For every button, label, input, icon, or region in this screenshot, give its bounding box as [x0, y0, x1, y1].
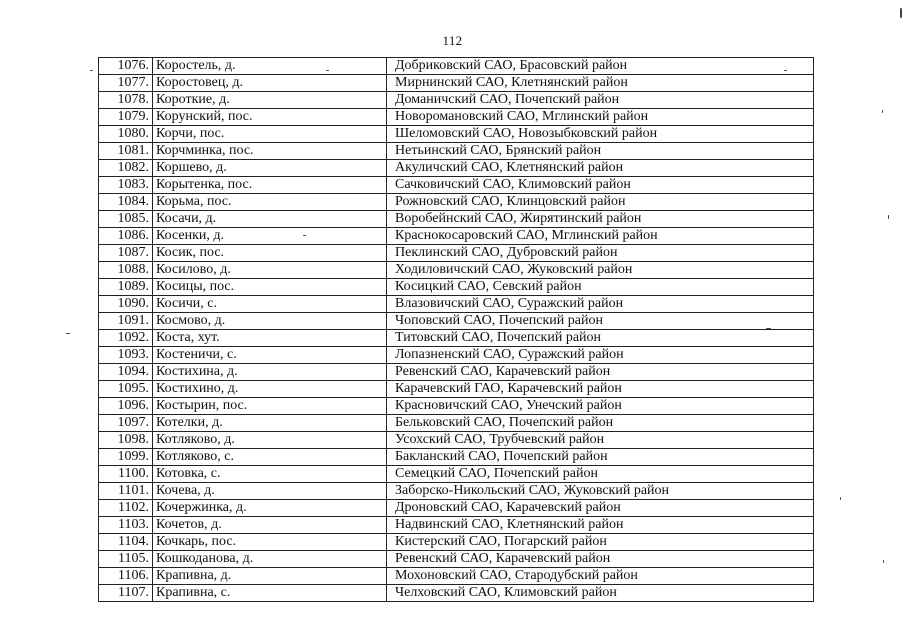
- settlement-name: Коростель, д.: [153, 58, 387, 75]
- settlement-name: Котляково, д.: [153, 432, 387, 449]
- table-row: [99, 483, 814, 500]
- administrative-unit: Рожновский САО, Клинцовский район: [387, 194, 814, 211]
- administrative-unit: Сачковичский САО, Климовский район: [387, 177, 814, 194]
- administrative-unit: Акуличский САО, Клетнянский район: [387, 160, 814, 177]
- row-number: 1084.: [99, 194, 153, 211]
- table-row: [99, 245, 814, 262]
- scan-speck: [90, 70, 93, 71]
- row-number: 1079.: [99, 109, 153, 126]
- row-number: 1076.: [99, 58, 153, 75]
- settlement-name: Косик, пос.: [153, 245, 387, 262]
- row-number: 1105.: [99, 551, 153, 568]
- administrative-unit: Добриковский САО, Брасовский район: [387, 58, 814, 75]
- table-row: [99, 415, 814, 432]
- table-row: [99, 177, 814, 194]
- settlement-name: Косачи, д.: [153, 211, 387, 228]
- settlement-name: Костихина, д.: [153, 364, 387, 381]
- administrative-unit: Ревенский САО, Карачевский район: [387, 364, 814, 381]
- administrative-unit: Бакланский САО, Почепский район: [387, 449, 814, 466]
- scan-speck: [883, 560, 884, 563]
- table-row: [99, 194, 814, 211]
- administrative-unit: Бельковский САО, Почепский район: [387, 415, 814, 432]
- table-row: [99, 228, 814, 245]
- table-row: [99, 75, 814, 92]
- settlement-name: Корунский, пос.: [153, 109, 387, 126]
- table-row: [99, 517, 814, 534]
- scan-speck: [66, 333, 70, 334]
- table-row: [99, 92, 814, 109]
- row-number: 1078.: [99, 92, 153, 109]
- scan-speck: [900, 8, 902, 18]
- settlement-name: Корчминка, пос.: [153, 143, 387, 160]
- settlement-name: Коста, хут.: [153, 330, 387, 347]
- row-number: 1095.: [99, 381, 153, 398]
- row-number: 1085.: [99, 211, 153, 228]
- row-number: 1077.: [99, 75, 153, 92]
- scan-speck: [882, 110, 883, 113]
- scan-speck: [888, 215, 889, 219]
- administrative-unit: Заборско-Никольский САО, Жуковский район: [387, 483, 814, 500]
- settlement-name: Кочетов, д.: [153, 517, 387, 534]
- row-number: 1089.: [99, 279, 153, 296]
- table-row: [99, 262, 814, 279]
- administrative-unit: Чоповский САО, Почепский район: [387, 313, 814, 330]
- administrative-unit: Челховский САО, Климовский район: [387, 585, 814, 602]
- row-number: 1100.: [99, 466, 153, 483]
- table-row: [99, 398, 814, 415]
- settlement-name: Котляково, с.: [153, 449, 387, 466]
- scan-speck: [840, 497, 841, 500]
- row-number: 1093.: [99, 347, 153, 364]
- settlement-name: Косичи, с.: [153, 296, 387, 313]
- administrative-unit: Пеклинский САО, Дубровский район: [387, 245, 814, 262]
- row-number: 1101.: [99, 483, 153, 500]
- administrative-unit: Мирнинский САО, Клетнянский район: [387, 75, 814, 92]
- administrative-unit: Новоромановский САО, Мглинский район: [387, 109, 814, 126]
- table-row: [99, 109, 814, 126]
- scan-speck: [766, 328, 771, 329]
- table-row: [99, 500, 814, 517]
- row-number: 1087.: [99, 245, 153, 262]
- row-number: 1106.: [99, 568, 153, 585]
- table-row: [99, 381, 814, 398]
- administrative-unit: Мохоновский САО, Стародубский район: [387, 568, 814, 585]
- table-row: [99, 466, 814, 483]
- table-row: [99, 313, 814, 330]
- table-row: [99, 449, 814, 466]
- settlement-name: Кочкарь, пос.: [153, 534, 387, 551]
- table-row: [99, 143, 814, 160]
- row-number: 1104.: [99, 534, 153, 551]
- administrative-unit: Дроновский САО, Карачевский район: [387, 500, 814, 517]
- administrative-unit: Карачевский ГАО, Карачевский район: [387, 381, 814, 398]
- settlement-name: Косицы, пос.: [153, 279, 387, 296]
- row-number: 1090.: [99, 296, 153, 313]
- row-number: 1091.: [99, 313, 153, 330]
- table-row: [99, 126, 814, 143]
- table-row: [99, 347, 814, 364]
- administrative-unit: Лопазненский САО, Суражский район: [387, 347, 814, 364]
- administrative-unit: Ревенский САО, Карачевский район: [387, 551, 814, 568]
- table-row: [99, 432, 814, 449]
- settlement-name: Косенки, д.: [153, 228, 387, 245]
- settlement-name: Косилово, д.: [153, 262, 387, 279]
- administrative-unit: Семецкий САО, Почепский район: [387, 466, 814, 483]
- settlement-name: Костырин, пос.: [153, 398, 387, 415]
- table-row: [99, 330, 814, 347]
- settlement-name: Корчи, пос.: [153, 126, 387, 143]
- settlement-name: Короткие, д.: [153, 92, 387, 109]
- administrative-unit: Нетьинский САО, Брянский район: [387, 143, 814, 160]
- administrative-unit: Косицкий САО, Севский район: [387, 279, 814, 296]
- settlement-name: Костеничи, с.: [153, 347, 387, 364]
- row-number: 1098.: [99, 432, 153, 449]
- row-number: 1099.: [99, 449, 153, 466]
- administrative-unit: Красновичский САО, Унечский район: [387, 398, 814, 415]
- row-number: 1094.: [99, 364, 153, 381]
- row-number: 1103.: [99, 517, 153, 534]
- row-number: 1080.: [99, 126, 153, 143]
- table-row: [99, 568, 814, 585]
- table-row: [99, 364, 814, 381]
- page-number: 112: [442, 33, 463, 48]
- table-row: [99, 551, 814, 568]
- administrative-unit: Кистерский САО, Погарский район: [387, 534, 814, 551]
- row-number: 1081.: [99, 143, 153, 160]
- row-number: 1086.: [99, 228, 153, 245]
- settlement-name: Котовка, с.: [153, 466, 387, 483]
- settlement-name: Кочержинка, д.: [153, 500, 387, 517]
- table-row: [99, 296, 814, 313]
- table-row: [99, 58, 814, 75]
- row-number: 1082.: [99, 160, 153, 177]
- settlement-name: Космово, д.: [153, 313, 387, 330]
- administrative-unit: Ходиловичский САО, Жуковский район: [387, 262, 814, 279]
- row-number: 1096.: [99, 398, 153, 415]
- administrative-unit: Шеломовский САО, Новозыбковский район: [387, 126, 814, 143]
- table-row: [99, 211, 814, 228]
- administrative-unit: Влазовичский САО, Суражский район: [387, 296, 814, 313]
- table-row: [99, 279, 814, 296]
- administrative-unit: Краснокосаровский САО, Мглинский район: [387, 228, 814, 245]
- scan-speck: [784, 70, 787, 71]
- administrative-unit: Воробейнский САО, Жирятинский район: [387, 211, 814, 228]
- row-number: 1092.: [99, 330, 153, 347]
- settlement-name: Котелки, д.: [153, 415, 387, 432]
- settlement-name: Корьма, пос.: [153, 194, 387, 211]
- table-row: [99, 534, 814, 551]
- settlement-name: Крапивна, д.: [153, 568, 387, 585]
- scan-speck: [326, 70, 329, 71]
- settlement-name: Коршево, д.: [153, 160, 387, 177]
- table-body: [99, 58, 814, 602]
- row-number: 1102.: [99, 500, 153, 517]
- settlement-table: [98, 57, 814, 602]
- administrative-unit: Титовский САО, Почепский район: [387, 330, 814, 347]
- administrative-unit: Надвинский САО, Клетнянский район: [387, 517, 814, 534]
- administrative-unit: Усохский САО, Трубчевский район: [387, 432, 814, 449]
- table-row: [99, 585, 814, 602]
- administrative-unit: Доманичский САО, Почепский район: [387, 92, 814, 109]
- settlement-name: Кошкоданова, д.: [153, 551, 387, 568]
- settlement-name: Крапивна, с.: [153, 585, 387, 602]
- settlement-name: Корытенка, пос.: [153, 177, 387, 194]
- settlement-name: Кочева, д.: [153, 483, 387, 500]
- row-number: 1107.: [99, 585, 153, 602]
- row-number: 1088.: [99, 262, 153, 279]
- row-number: 1083.: [99, 177, 153, 194]
- table-row: [99, 160, 814, 177]
- row-number: 1097.: [99, 415, 153, 432]
- settlement-name: Коростовец, д.: [153, 75, 387, 92]
- settlement-name: Костихино, д.: [153, 381, 387, 398]
- scan-speck: [303, 235, 306, 236]
